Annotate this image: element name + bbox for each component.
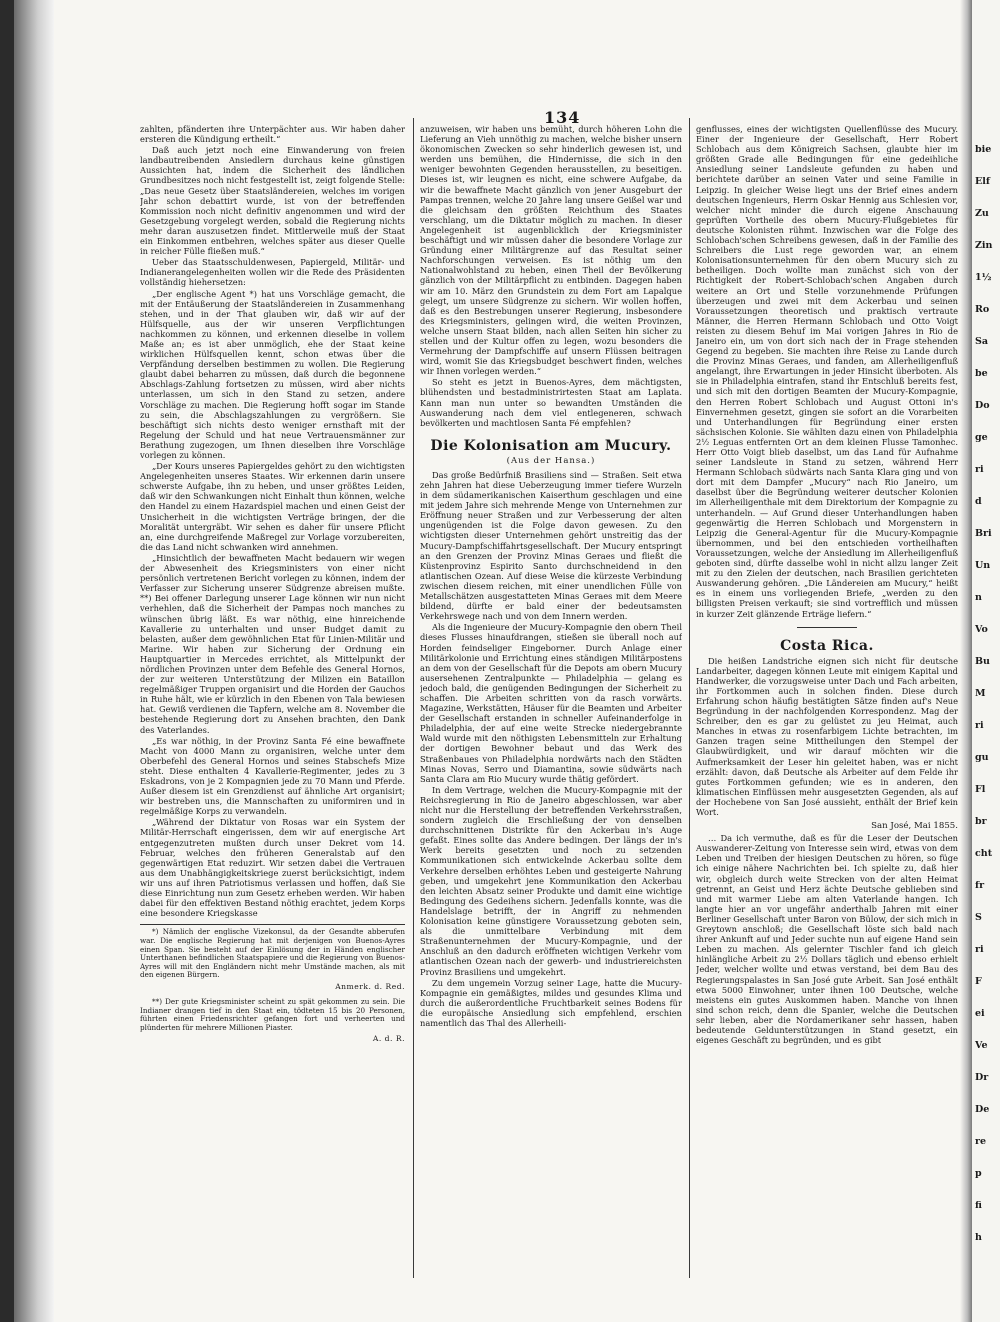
scan-border-left (0, 0, 14, 1322)
next-page-fragment: re (975, 1136, 987, 1147)
next-page-fragment: S (975, 912, 982, 923)
next-page-fragment: Bu (975, 656, 990, 667)
next-page-edge (972, 0, 1000, 1322)
next-page-fragment: Elf (975, 176, 990, 187)
column-divider (689, 118, 690, 1278)
paragraph: Die heißen Landstriche eignen sich nicht für deutsche Landarbeiter, dagegen können Leute mit einigem Kapital und Handwerker, die vorzugsweise unter Dach und Fach arbeiten, ihr Fortkommen auch in solchen finden. Diese durch Erfahrung schon häufig bestätigten Sätze finden auf's Neue Begründung in der nachfolgenden Korrespondenz. Mag der Schreiber, den es gar zu gelüstet zu jeu Heimat, auch Manches in etwas zu rosenfarbigem Lichte betrachten, im Ganzen tragen seine Mittheilungen den Stempel der Glaubwürdigkeit, und wir darauf möchten wir die Aufmerksamkeit der Leser hin geleitet haben, was er nicht erzählt: davon, daß Deutsche als Arbeiter auf dem Felde ihr gutes Fortkommen gefunden; wie es in anderen, den klimatischen Einflüssen mehr ausgesetzten Gegenden, als auf der Hochebene von San José aussieht, enthält der Brief kein Wort. (696, 655, 958, 817)
next-page-fragment: F (975, 976, 982, 987)
next-page-fragment: p (975, 1168, 982, 1179)
paragraph: „Während der Diktatur von Rosas war ein System der Militär-Herrschaft eingerissen, dem wir auf energische Art entgegenzutreten mußten durch unser Dekret vom 14. Februar, welches den früheren Generalstab auf den gegenwärtigen Etat reduzirt. Wir setzen dabei die Vertrauen aus dem Unabhängigkeitskriege zuerst berücksichtigt, indem wir uns auf ihren Patriotismus verlassen und hoffen, daß Sie diese Einrichtung nun zum Gesetz erheben werden. Wir haben dabei für den effektiven Bestand nöthig erachtet, jedem Korps eine besondere Kriegskasse (140, 817, 405, 919)
column-middle (420, 124, 682, 1322)
article-heading: Costa Rica. (780, 637, 874, 654)
next-page-fragment: De (975, 1104, 990, 1115)
next-page-fragment: ri (975, 944, 984, 955)
next-page-fragment: ge (975, 432, 988, 443)
dateline: San José, Mai 1855. (871, 821, 958, 832)
next-page-fragment: gu (975, 752, 989, 763)
next-page-fragment: d (975, 496, 982, 507)
footnote: **) Der gute Kriegsminister scheint zu spät gekommen zu sein. Die Indianer drangen tief in den Staat ein, tödteten 15 bis 20 Personen, führten einen Friedensrichter gefangen fort und verheerten und plünderten für mehrere Millionen Piaster. (140, 996, 405, 1032)
paragraph: Zu dem ungemein Vorzug seiner Lage, hatte die Mucury-Kompagnie ein gemäßigtes, mildes und gesundes Klima und durch die außerordentliche Fruchtbarkeit seines Bodens für die europäische Ansiedlung sich empfehlend, erschien namentlich das Thal des Allerheili- (420, 977, 682, 1028)
column-divider (413, 118, 414, 1278)
paragraph: So steht es jetzt in Buenos-Ayres, dem mächtigsten, blühendsten und bestadministrirtesten Staat am Laplata. Kann man nun unter so bewandten Umständen die Auswanderung nach dem viel entlegeneren, schwach bevölkerten und machtlosen Santa Fé empfehlen? (420, 377, 682, 428)
paragraph: „Der englische Agent *) hat uns Vorschläge gemacht, die mit der Entäußerung der Staatsländereien in Zusammenhang stehen, und in der That glauben wir, daß wir auf der Hülfsquelle, aus der wir unseren Verpflichtungen nachkommen zu können, und erkennen dieselbe in vollem Maße an; es ist aber unmöglich, ehe der Staat keine wirklichen Hülfsquellen kennt, schon etwas über die Verpfändung derselben bestimmen zu wollen. Die Regierung glaubt dabei beharren zu müssen, daß durch die begonnene Abschlags-Zahlung fortsetzen zu müssen, wird aber nichts unterlassen, um sich in den Stand zu setzen, andere Vorschläge zu machen. Die Regierung hofft sogar im Stande zu sein, die Abschlagszahlungen zu vergrößern. Sie beschäftigt sich nichts desto weniger ernsthaft mit der Regelung der Schuld und hat neue Vertrauensmänner zur Berathung zugezogen, um Ihnen dieselben ihre Vorschläge vorlegen zu können. (140, 288, 405, 460)
next-page-fragment: Zin (975, 240, 993, 251)
footnote-signature: A. d. R. (372, 1034, 405, 1044)
next-page-fragment: Zu (975, 208, 989, 219)
paragraph: „Der Kours unseres Papiergeldes gehört zu den wichtigsten Angelegenheiten unseres Staates. Wir erkennen darin unsere schwerste Aufgabe, ihn zu heben, und unser größtes Leiden, daß wir den Schwankungen nicht Einhalt thun können, welche den Handel zu einem Hazardspiel machen und einen Geist der Unsicherheit in die wichtigsten Verträge bringen, der die Moralität untergräbt. Wir sehen es daher für unsere Pflicht an, eine durchgreifende Maßregel zur Vorlage vorzubereiten, die das Land nicht schwanken wird annehmen. (140, 461, 405, 552)
next-page-fragment: br (975, 816, 987, 827)
next-page-fragment: M (975, 688, 986, 699)
next-page-fragment: Dr (975, 1072, 989, 1083)
next-page-fragment: Ro (975, 304, 990, 315)
next-page-fragment: Un (975, 560, 991, 571)
scan-edge-gradient (14, 0, 54, 1322)
article-source: (Aus der Hansa.) (506, 455, 596, 466)
next-page-fragment: Vo (975, 624, 988, 635)
next-page-fragment: ri (975, 464, 984, 475)
next-page-fragment: ei (975, 1008, 985, 1019)
paragraph: Ueber das Staatsschuldenwesen, Papiergeld, Militär- und Indianerangelegenheiten wollen wir die Rede des Präsidenten vollständig hiehersetzen: (140, 257, 405, 288)
paragraph: anzuweisen, wir haben uns bemüht, durch höheren Lohn die Lieferung an Vieh unnöthig zu machen, welche bisher unsern ökonomischen Zwecken so sehr hinderlich gewesen ist, und werden uns bemühen, die Hindernisse, die sich in den weniger bewohnten Gegenden herausstellen, zu beseitigen. Dieses ist, wir leugnen es nicht, eine schwere Aufgabe, da wir die bewaffnete Macht gänzlich von jener Ausgeburt der Pampas trennen, welche 20 Jahre lang unsere Geißel war und die gleichsam den größten Reichthum des Staates verschlang, um die Diktatur möglich zu machen. In dieser Angelegenheit ist augenblicklich der Kriegsminister beschäftigt und wir müssen daher die besondere Vorlage zur Gründung einer Militärgrenze auf das Resultat seiner Nachforschungen verweisen. Es ist nöthig um den Nationalwohlstand zu heben, einen Theil der Bevölkerung gänzlich von der Militärpflicht zu entbinden. Dagegen haben wir am 10. März den Grundstein zu dem Fort am Lapalque gelegt, um unsere Südgrenze zu sichern. Wir wollen hoffen, daß es den Bestrebungen unserer Regierung, insbesondere des Kriegsministers, gelingen wird, die weiten Provinzen, welche unsern Staat bilden, nach allen Seiten hin sicher zu stellen und der Kultur offen zu legen, wozu besonders die Vermehrung der Dampfschiffe auf unsern Flüssen beitragen wird, womit Sie das Kriegsbudget beschwert finden, welches wir Ihnen vorlegen werden.“ (420, 124, 682, 377)
next-page-fragment: 1½ (975, 272, 992, 283)
next-page-fragment: Ve (975, 1040, 988, 1051)
next-page-fragment: cht (975, 848, 993, 859)
next-page-fragment: Do (975, 400, 990, 411)
next-page-fragment: Fl (975, 784, 986, 795)
next-page-fragment: n (975, 592, 982, 603)
page-number: 134 (544, 108, 581, 127)
article-heading: Die Kolonisation am Mucury. (430, 437, 672, 454)
paragraph: zahlten, pfänderten ihre Unterpächter aus. Wir haben daher ersteren die Kündigung ertheilt.“ (140, 124, 405, 145)
paragraph: In dem Vertrage, welchen die Mucury-Kompagnie mit der Reichsregierung in Rio de Janeiro abgeschlossen, war aber nicht nur die Herstellung der betreffenden Verkehrsstraßen, sondern zugleich die Erschließung der von denselben durchschnittenen Distrikte für den Ackerbau in's Auge gefaßt. Eines sollte das Andere bedingen. Der längs der in's Werk bereits gesetzten und noch zu setzenden Kommunikationen sich entwickelnde Ackerbau sollte dem Verkehre derselben erhöhtes Leben und gesteigerte Nahrung geben, und umgekehrt jene Kommunikation den Ackerbau den leichten Absatz seiner Produkte und damit eine wichtige Bedingung des Gedeihens sichern. Jedenfalls konnte, was die Handelslage betrifft, der in Angriff zu nehmenden Kolonisation keine günstigere Voraussetzung geboten sein, als die unmittelbare Verbindung mit dem Straßenunternehmen der Mucury-Kompagnie, und der Anschluß an den dadurch eröffneten wichtigen Verkehr vom atlantischen Ozean nach der gewerb- und industriereichsten Provinz Brasiliens und umgekehrt. (420, 784, 682, 977)
paragraph: „Es war nöthig, in der Provinz Santa Fé eine bewaffnete Macht von 4000 Mann zu organisiren, welche unter dem Oberbefehl des General Hornos und seines Stabschefs Mize steht. Diese enthalten 4 Kavallerie-Regimenter, jedes zu 3 Eskadrons, von je 2 Kompagnien jede zu 70 Mann und Pferde. Außer diesem ist ein Grenzdienst auf ähnliche Art organisirt; wir bestreben uns, die Mannschaften zu uniformiren und in regelmäßige Korps zu verwandeln. (140, 735, 405, 817)
book-gutter-shadow (960, 0, 972, 1322)
next-page-fragment: bie (975, 144, 992, 155)
paragraph: Das große Bedürfniß Brasiliens sind — Straßen. Seit etwa zehn Jahren hat diese Ueberzeugung immer tiefere Wurzeln in dem südamerikanischen Kaiserthum geschlagen und eine mit jedem Jahre sich mehrende Menge von Unternehmen zur Eröffnung neuer Straßen und zur Verbesserung der alten ungenügenden ist die Folge davon gewesen. Zu den wichtigsten dieser Unternehmen gehört unstreitig das der Mucury-Dampfschiffahrtsgesellschaft. Der Mucury entspringt an den Grenzen der Provinz Minas Geraes und fließt die Küstenprovinz Espirito Santo durchschneidend in den atlantischen Ozean. Auf diese Weise die kürzeste Verbindung zwischen diesem reichen, mit einer unendlichen Fülle von Metallschätzen ausgestatteten Minas Geraes mit dem Meere bildend, dürfte er bald einer der bedeutsamsten Verkehrswege nach und von dem Innern werden. (420, 469, 682, 622)
next-page-fragment: h (975, 1232, 982, 1243)
paragraph: Daß auch jetzt noch eine Einwanderung von freien landbautreibenden Ansiedlern durchaus keine günstigen Aussichten hat, indem die Sicherheit des ländlichen Grundbesitzes noch nicht festgestellt ist, zeigt folgende Stelle: „Das neue Gesetz über Staatsländereien, welches im vorigen Jahr schon debattirt wurde, ist von der betreffenden Kommission noch nicht definitiv angenommen und wird der Gesetzgebung vorgelegt werden, sobald die Regierung nichts mehr daran auszusetzen findet. Mittlerweile muß der Staat ein Einkommen entbehren, welches später aus dieser Quelle in reicher Fülle fließen muß.“ (140, 145, 405, 257)
paragraph: Als die Ingenieure der Mucury-Kompagnie den obern Theil dieses Flusses hinaufdrangen, stießen sie überall noch auf Horden feindseliger Eingeborner. Durch Anlage einer Militärkolonie und Errichtung eines ständigen Militärpostens an dem von der Gesellschaft für die Depots am obern Mucury ausersehenen Zentralpunkte — Philadelphia — gelang es jedoch bald, die genügenden Bedingungen der Sicherheit zu schaffen. Die Arbeiten schritten von da rasch vorwärts. Magazine, Werkstätten, Häuser für die Beamten und Arbeiter der Gesellschaft erstanden in schneller Aufeinanderfolge in Philadelphia, der auf eine weite Strecke niedergebrannte Wald wurde mit den nöthigsten Lebensmitteln zur Erhaltung der dortigen Bewohner bebaut und das Werk des Straßenbaues von Philadelphia nordwärts nach den Städten Minas Novas, Serro und Diamantina, sowie südwärts nach Santa Clara am Rio Mucury wurde thätig gefördert. (420, 622, 682, 784)
footnote: *) Nämlich der englische Vizekonsul, da der Gesandte abberufen war. Die englische Regierung hat mit derjenigen von Buenos-Ayres einen Span. Sie besteht auf der Einlösung der in Händen englischer Unterthanen befindlichen Staatspapiere und die Regierung von Buenos-Ayres will mit den Engländern nicht mehr Umstände machen, als mit den eigenen Bürgern. (140, 927, 405, 980)
next-page-fragment: Bri (975, 528, 992, 539)
next-page-fragment: Sa (975, 336, 989, 347)
next-page-fragment: ri (975, 720, 984, 731)
footnote-divider (140, 924, 405, 925)
next-page-fragment: fi (975, 1200, 982, 1211)
column-left (140, 124, 405, 1322)
section-separator (797, 627, 857, 628)
paragraph: … Da ich vermuthe, daß es für die Leser der Deutschen Auswanderer-Zeitung von Interesse sein wird, etwas von dem Leben und Treiben der hiesigen Deutschen zu hören, so füge ich einige nähere Nachrichten bei. Ich spielte zu, daß hier wir, obgleich durch weite Strecken von der alten Heimat getrennt, an Geist und Herz ächte Deutsche geblieben sind und mit warmer Liebe am alten Vaterlande hangen. Ich langte hier an vor ungefähr anderthalb Jahren mit einer Berliner Gesellschaft unter Baron von Bülow, der sich mich in Greytown anschloß; die Gesellschaft löste sich bald nach ihrer Ankunft auf und Jeder suchte nun auf eigene Hand sein Leben zu machen. Als gelernter Tischler fand ich gleich hinlängliche Arbeit zu 2½ Dollars täglich und ebenso erhielt Jeder, welcher wollte und etwas verstand, bei dem Bau des Regierungspalastes in San José gute Arbeit. San José enthält etwa 5000 Einwohner, unter ihnen 100 Deutsche, welche meistens ein gutes Auskommen haben. Manche von ihnen sind schon reich, denn die Spanier, welche die Deutschen sehr lieben, aber die Nordamerikaner sehr hassen, haben bedeutende Geldunterstützungen in Stand gesetzt, ein eigenes Geschäft zu begründen, und es gibt (696, 833, 958, 1046)
next-page-fragment: fr (975, 880, 985, 891)
paragraph: genflusses, eines der wichtigsten Quellenflüsse des Mucury. Einer der Ingenieure der Gesellschaft, Herr Robert Schlobach aus dem Königreich Sachsen, glaubte hier im größten Grade alle Bedingungen für eine gedeihliche Ansiedlung seiner Landsleute gefunden zu haben und berichtete darüber an seinen Vater und seine Familie in Leipzig. In gleicher Weise liegt uns der Brief eines andern deutschen Ingenieurs, Herrn Oskar Hennig aus Schlesien vor, welcher nicht minder die durch eigene Anschauung geprüften Vortheile des obern Mucury-Flußgebietes für deutsche Kolonisten rühmt. Inzwischen war die Folge des Schlobach'schen Schreibens gewesen, daß in der Familie des Schreibers die Lust rege geworden war, an einem Kolonisationsunternehmen für den obern Mucury sich zu betheiligen. Doch wollte man zunächst sich von der Richtigkeit der Robert-Schlobach'schen Angaben durch weitere an Ort und Stelle vorzunehmende Prüfungen überzeugen und zwei mit dem Ackerbau und seinen Voraussetzungen theoretisch und praktisch vertraute Männer, die Herren Hermann Schlobach und Otto Voigt reisten zu diesem Behuf im Mai vorigen Jahres in Rio de Janeiro ein, um von dort sich nach der in Frage stehenden Gegend zu begeben. Sie machten ihre Reise zu Lande durch die Provinz Minas Geraes, und fanden, am Allerheiligenfluß angelangt, ihre Erwartungen in jeder Hinsicht überboten. Als sie in Philadelphia eintrafen, stand ihr Entschluß bereits fest, und sich mit den dortigen Beamten der Mucury-Kompagnie, den Herren Robert Schlobach und August Ottoni in's Einvernehmen gesetzt, gingen sie sofort an die Vorarbeiten und Unterhandlungen für Begründung einer ersten sächsischen Kolonie. Sie wählten dazu einen von Philadelphia 2½ Leguas entfernten Ort an dem kleinen Flusse Tamonhec. Herr Otto Voigt blieb daselbst, um das Land für Aufnahme seiner Landsleute in Stand zu setzen, während Herr Hermann Schlobach südwärts nach Santa Klara ging und von dort mit dem Dampfer „Mucury“ nach Rio Janeiro, um daselbst über die Begründung weiterer deutscher Kolonien im Allerheiligenthale mit dem Direktorium der Kompagnie zu unterhandeln. — Auf Grund dieser Unterhandlungen haben gegenwärtig die Herren Schlobach und Morgenstern in Leipzig die General-Agentur für die Mucury-Kompagnie übernommen, und bei den entschieden vortheilhaften Voraussetzungen, welche der Ansiedlung im Allerheiligenfluß geboten sind, dürfte dasselbe wohl in nicht allzu langer Zeit mit zu den Zielen der deutschen, nach Brasilien gerichteten Auswanderung gehören. „Die Ländereien am Mucury,“ heißt es in einem uns vorliegenden Briefe, „werden zu den billigsten Preisen verkauft; sie sind vortrefflich und müssen in kurzer Zeit glänzende Erträge liefern.“ (696, 124, 958, 619)
next-page-fragment: be (975, 368, 988, 379)
column-right (696, 124, 958, 1322)
paragraph: „Hinsichtlich der bewaffneten Macht bedauern wir wegen der Abwesenheit des Kriegsministers von einer nicht persönlich vertretenen Bericht vorlegen zu können, indem der Verfasser zur Sicherung unserer Südgrenze abreisen mußte. **) Bei offener Darlegung unserer Lage können wir nun nicht verhehlen, daß die Sicherheit der Pampas noch manches zu wünschen übrig läßt. Es war nöthig, eine hinreichende Kavallerie zu unterhalten und unser Budget damit zu belasten, außer dem gewöhnlichen Etat für Linien-Militär und Marine. Wir haben zur Sicherung der Ordnung ein Hauptquartier in Mercedes errichtet, als Mittelpunkt der nördlichen Provinzen unter dem Befehle des General Hornos, der zur weiteren Unterstützung der Milizen ein Bataillon regelmäßiger Truppen organisirt und die Horden der Gauchos in Ruhe hält, wie er kürzlich in den Ebenen von Tala bewiesen hat. Gewiß verdienen die Tapfern, welche am 8. November die bestehende Regierung dort zu Ansehen brachten, den Dank des Vaterlandes. (140, 552, 405, 735)
footnote-signature: Anmerk. d. Red. (335, 981, 405, 991)
